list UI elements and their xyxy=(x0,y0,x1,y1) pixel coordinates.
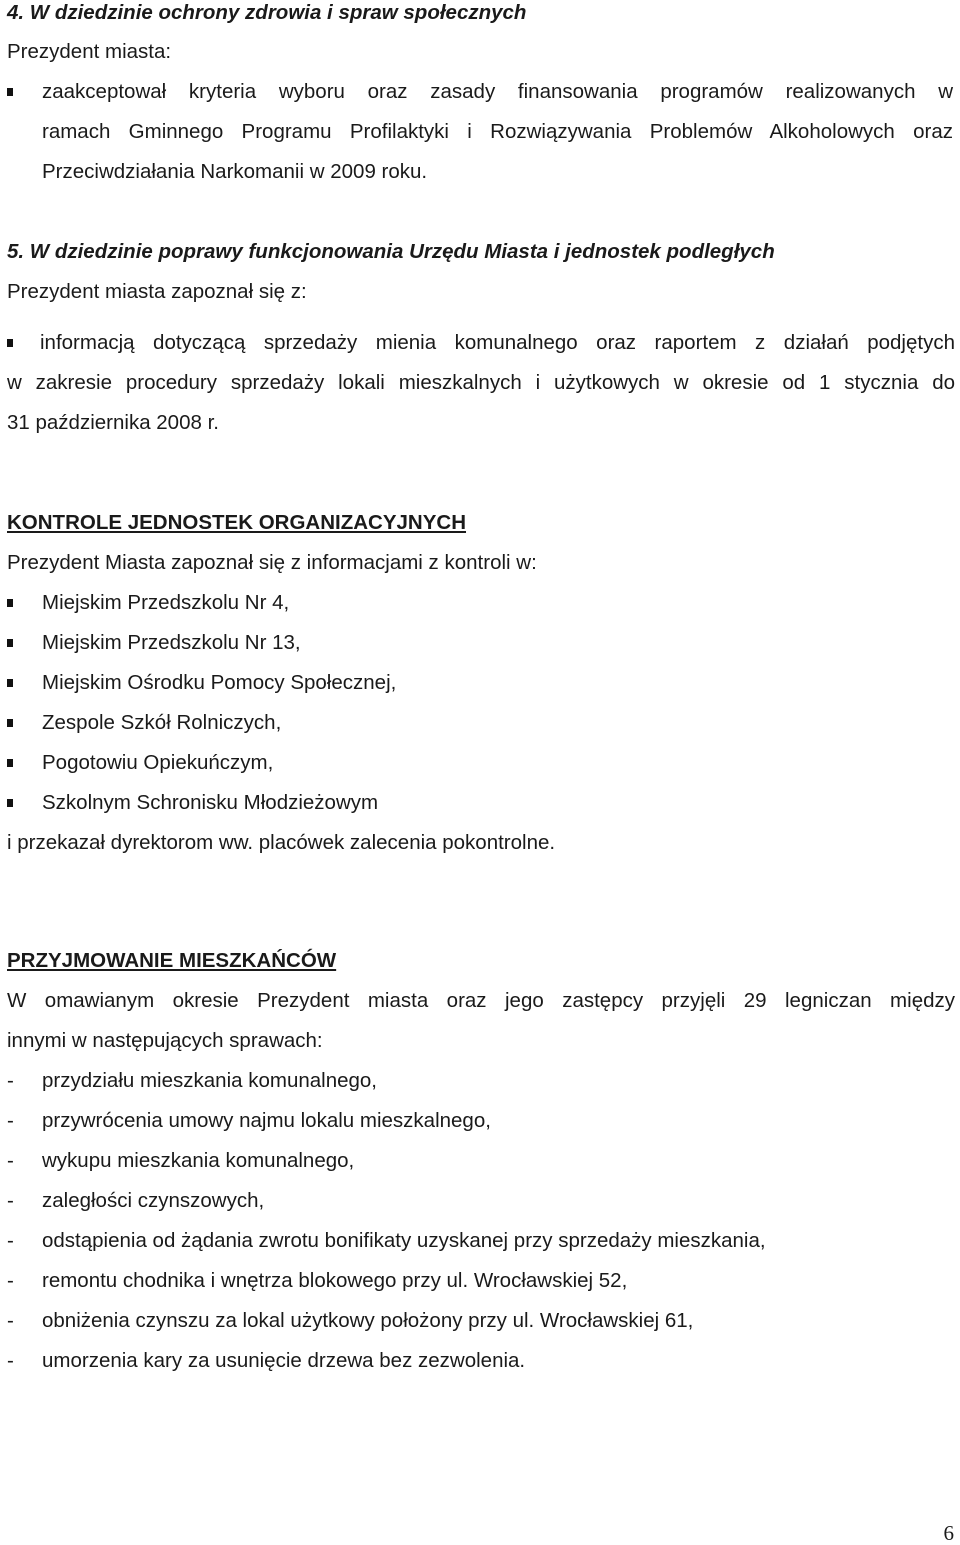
section-4-bullet-line-1: zaakceptował kryteria wyboru oraz zasady finansowania programów realizowanych w xyxy=(42,80,953,103)
dash-marker: - xyxy=(7,1069,14,1092)
square-bullet-icon xyxy=(7,599,13,607)
section-5-bullet-line-2: w zakresie procedury sprzedaży lokali mieszkalnych i użytkowych w okresie od 1 stycznia do xyxy=(7,371,955,394)
kontrole-item: Zespole Szkół Rolniczych, xyxy=(42,711,282,734)
dash-marker: - xyxy=(7,1229,14,1252)
przyjmowanie-item: zaległości czynszowych, xyxy=(42,1189,265,1212)
kontrole-item: Miejskim Przedszkolu Nr 4, xyxy=(42,591,290,614)
kontrole-item: Miejskim Przedszkolu Nr 13, xyxy=(42,631,301,654)
kontrole-item: Miejskim Ośrodku Pomocy Społecznej, xyxy=(42,671,397,694)
przyjmowanie-item: odstąpienia od żądania zwrotu bonifikaty uzyskanej przy sprzedaży mieszkania, xyxy=(42,1229,766,1252)
kontrole-intro: Prezydent Miasta zapoznał się z informacjami z kontroli w: xyxy=(7,551,537,574)
section-4-bullet-line-2: ramach Gminnego Programu Profilaktyki i Rozwiązywania Problemów Alkoholowych oraz xyxy=(42,120,953,143)
section-5-bullet-line-1: informacją dotyczącą sprzedaży mienia komunalnego oraz raportem z działań podjętych xyxy=(40,331,955,354)
przyjmowanie-item: przydziału mieszkania komunalnego, xyxy=(42,1069,378,1092)
przyjmowanie-item: wykupu mieszkania komunalnego, xyxy=(42,1149,355,1172)
square-bullet-icon xyxy=(7,679,13,687)
przyjmowanie-item: przywrócenia umowy najmu lokalu mieszkalnego, xyxy=(42,1109,491,1132)
przyjmowanie-item: obniżenia czynszu za lokal użytkowy położony przy ul. Wrocławskiej 61, xyxy=(42,1309,694,1332)
przyjmowanie-heading: PRZYJMOWANIE MIESZKAŃCÓW xyxy=(7,949,337,972)
przyjmowanie-item: umorzenia kary za usunięcie drzewa bez zezwolenia. xyxy=(42,1349,526,1372)
dash-marker: - xyxy=(7,1189,14,1212)
section-5-bullet-line-3: 31 października 2008 r. xyxy=(7,411,219,434)
section-4-bullet-line-3: Przeciwdziałania Narkomanii w 2009 roku. xyxy=(42,160,428,183)
dash-marker: - xyxy=(7,1309,14,1332)
kontrole-item: Szkolnym Schronisku Młodzieżowym xyxy=(42,791,379,814)
dash-marker: - xyxy=(7,1269,14,1292)
dash-marker: - xyxy=(7,1349,14,1372)
przyjmowanie-item: remontu chodnika i wnętrza blokowego przy ul. Wrocławskiej 52, xyxy=(42,1269,628,1292)
section-5-intro: Prezydent miasta zapoznał się z: xyxy=(7,280,307,303)
section-4-heading: 4. W dziedzinie ochrony zdrowia i spraw społecznych xyxy=(7,1,527,24)
square-bullet-icon xyxy=(7,639,13,647)
dash-marker: - xyxy=(7,1149,14,1172)
square-bullet-icon xyxy=(7,799,13,807)
dash-marker: - xyxy=(7,1109,14,1132)
square-bullet-icon xyxy=(7,88,13,96)
kontrole-heading: KONTROLE JEDNOSTEK ORGANIZACYJNYCH xyxy=(7,511,467,534)
kontrole-closing: i przekazał dyrektorom ww. placówek zalecenia pokontrolne. xyxy=(7,831,556,854)
square-bullet-icon xyxy=(7,339,13,347)
kontrole-item: Pogotowiu Opiekuńczym, xyxy=(42,751,274,774)
section-5-heading: 5. W dziedzinie poprawy funkcjonowania Urzędu Miasta i jednostek podległych xyxy=(7,240,775,263)
page-number: 6 xyxy=(943,1521,954,1545)
section-4-intro: Prezydent miasta: xyxy=(7,40,172,63)
square-bullet-icon xyxy=(7,719,13,727)
przyjmowanie-intro-line-2: innymi w następujących sprawach: xyxy=(7,1029,323,1052)
square-bullet-icon xyxy=(7,759,13,767)
przyjmowanie-intro-line-1: W omawianym okresie Prezydent miasta oraz jego zastępcy przyjęli 29 legniczan między xyxy=(7,989,955,1012)
